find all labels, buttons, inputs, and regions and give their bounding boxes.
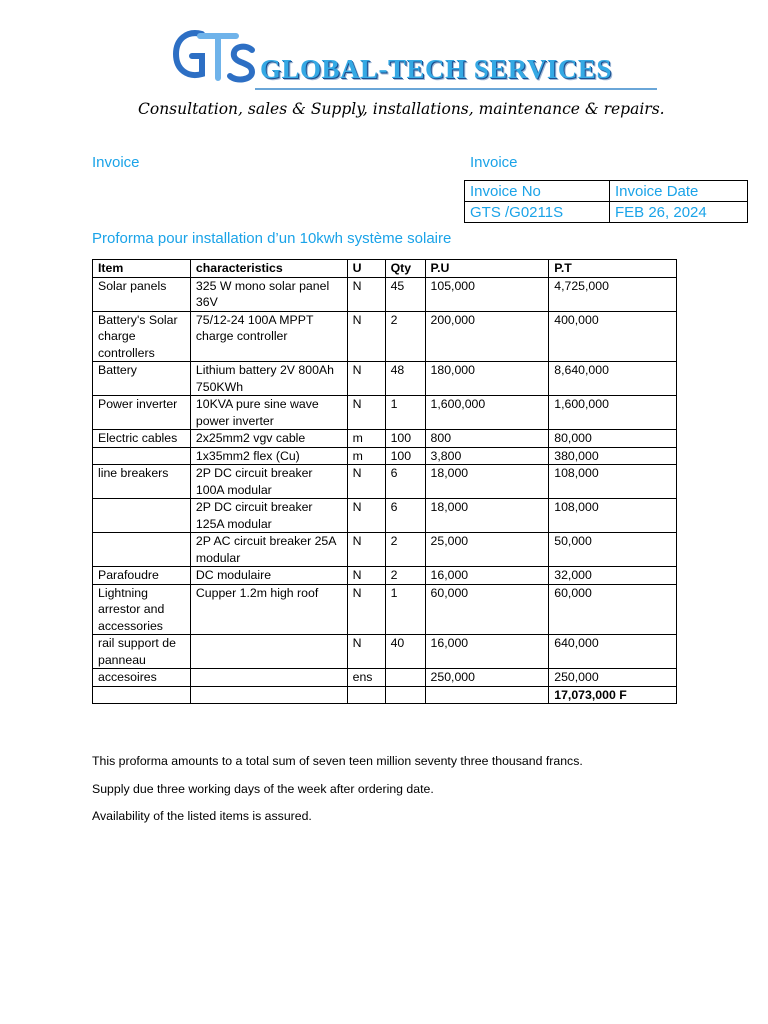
invoice-no-value: GTS /G0211S	[465, 202, 610, 223]
invoice-date-value: FEB 26, 2024	[610, 202, 748, 223]
total-blank	[425, 686, 549, 704]
cell-unit: N	[347, 635, 385, 669]
cell-unit-price: 250,000	[425, 669, 549, 687]
cell-characteristics: 10KVA pure sine wave power inverter	[190, 396, 347, 430]
note-amount-words: This proforma amounts to a total sum of seven teen million seventy three thousand francs.	[92, 754, 583, 768]
cell-characteristics	[190, 635, 347, 669]
cell-unit-price: 25,000	[425, 533, 549, 567]
table-row	[93, 362, 677, 396]
cell-item: rail support de panneau	[93, 635, 191, 669]
cell-characteristics: 325 W mono solar panel 36V	[190, 277, 347, 311]
table-row	[93, 311, 677, 362]
cell-item: accesoires	[93, 669, 191, 687]
cell-characteristics: 1x35mm2 flex (Cu)	[190, 447, 347, 465]
table-row	[93, 669, 677, 687]
cell-item	[93, 499, 191, 533]
cell-unit: N	[347, 533, 385, 567]
cell-characteristics: 2x25mm2 vgv cable	[190, 430, 347, 448]
proforma-title: Proforma pour installation d’un 10kwh système solaire	[92, 230, 452, 247]
cell-total-price: 108,000	[549, 465, 677, 499]
cell-qty	[385, 669, 425, 687]
header-qty: Qty	[385, 260, 425, 278]
cell-item	[93, 533, 191, 567]
cell-unit: N	[347, 311, 385, 362]
table-row	[93, 447, 677, 465]
cell-item: Lightning arrestor and accessories	[93, 584, 191, 635]
cell-total-price: 4,725,000	[549, 277, 677, 311]
table-row	[93, 635, 677, 669]
table-header-row	[93, 260, 677, 278]
cell-unit-price: 16,000	[425, 635, 549, 669]
cell-unit-price: 3,800	[425, 447, 549, 465]
notes	[92, 754, 583, 837]
cell-unit: N	[347, 584, 385, 635]
cell-unit: N	[347, 499, 385, 533]
cell-unit-price: 800	[425, 430, 549, 448]
invoice-date-label: Invoice Date	[610, 181, 748, 202]
gts-logo-icon	[172, 26, 258, 84]
table-total-row	[93, 686, 677, 704]
cell-item: Battery's Solar charge controllers	[93, 311, 191, 362]
total-blank	[385, 686, 425, 704]
cell-unit: ens	[347, 669, 385, 687]
cell-total-price: 50,000	[549, 533, 677, 567]
cell-qty: 1	[385, 396, 425, 430]
cell-item: Battery	[93, 362, 191, 396]
cell-total-price: 8,640,000	[549, 362, 677, 396]
header-unit: U	[347, 260, 385, 278]
cell-qty: 6	[385, 499, 425, 533]
cell-characteristics: Lithium battery 2V 800Ah 750KWh	[190, 362, 347, 396]
cell-unit: N	[347, 277, 385, 311]
cell-total-price: 250,000	[549, 669, 677, 687]
company-name: GLOBAL-TECH SERVICES	[260, 54, 612, 84]
table-row	[93, 430, 677, 448]
header-total-price: P.T	[549, 260, 677, 278]
cell-qty: 2	[385, 311, 425, 362]
cell-qty: 2	[385, 533, 425, 567]
table-row	[93, 584, 677, 635]
cell-unit-price: 16,000	[425, 567, 549, 585]
note-supply: Supply due three working days of the week after ordering date.	[92, 781, 434, 796]
cell-unit-price: 200,000	[425, 311, 549, 362]
grand-total: 17,073,000 F	[549, 686, 677, 704]
cell-unit-price: 18,000	[425, 465, 549, 499]
cell-item	[93, 447, 191, 465]
cell-characteristics: Cupper 1.2m high roof	[190, 584, 347, 635]
invoice-label-left: Invoice	[92, 154, 140, 171]
cell-item: Electric cables	[93, 430, 191, 448]
table-row	[93, 533, 677, 567]
items-table	[92, 259, 677, 704]
cell-qty: 100	[385, 430, 425, 448]
cell-qty: 2	[385, 567, 425, 585]
total-blank	[93, 686, 191, 704]
cell-unit-price: 180,000	[425, 362, 549, 396]
cell-unit-price: 105,000	[425, 277, 549, 311]
cell-qty: 100	[385, 447, 425, 465]
cell-total-price: 640,000	[549, 635, 677, 669]
cell-total-price: 380,000	[549, 447, 677, 465]
total-blank	[190, 686, 347, 704]
cell-total-price: 32,000	[549, 567, 677, 585]
cell-total-price: 108,000	[549, 499, 677, 533]
cell-unit-price: 1,600,000	[425, 396, 549, 430]
total-blank	[347, 686, 385, 704]
note-availability: Availability of the listed items is assured.	[92, 809, 312, 823]
cell-unit: N	[347, 567, 385, 585]
cell-item: Power inverter	[93, 396, 191, 430]
cell-characteristics	[190, 669, 347, 687]
cell-item: Parafoudre	[93, 567, 191, 585]
cell-total-price: 400,000	[549, 311, 677, 362]
cell-total-price: 1,600,000	[549, 396, 677, 430]
invoice-label-right: Invoice	[470, 154, 518, 171]
cell-characteristics: 2P DC circuit breaker 100A modular	[190, 465, 347, 499]
table-row	[93, 396, 677, 430]
cell-characteristics: 2P DC circuit breaker 125A modular	[190, 499, 347, 533]
company-tagline: Consultation, sales & Supply, installations, maintenance & repairs.	[138, 100, 665, 118]
header-unit-price: P.U	[425, 260, 549, 278]
header-item: Item	[93, 260, 191, 278]
table-row	[93, 567, 677, 585]
invoice-info-box	[464, 180, 748, 223]
table-row	[93, 277, 677, 311]
cell-characteristics: DC modulaire	[190, 567, 347, 585]
cell-item: line breakers	[93, 465, 191, 499]
header-characteristics: characteristics	[190, 260, 347, 278]
cell-unit: N	[347, 465, 385, 499]
cell-total-price: 80,000	[549, 430, 677, 448]
cell-qty: 1	[385, 584, 425, 635]
cell-unit-price: 60,000	[425, 584, 549, 635]
cell-unit: N	[347, 362, 385, 396]
cell-total-price: 60,000	[549, 584, 677, 635]
cell-characteristics: 2P AC circuit breaker 25A modular	[190, 533, 347, 567]
header-divider	[255, 88, 657, 90]
cell-unit: m	[347, 447, 385, 465]
cell-qty: 45	[385, 277, 425, 311]
cell-qty: 6	[385, 465, 425, 499]
cell-item: Solar panels	[93, 277, 191, 311]
table-row	[93, 499, 677, 533]
letterhead	[0, 0, 768, 130]
invoice-no-label: Invoice No	[465, 181, 610, 202]
table-row	[93, 465, 677, 499]
cell-unit-price: 18,000	[425, 499, 549, 533]
cell-unit: m	[347, 430, 385, 448]
cell-unit: N	[347, 396, 385, 430]
cell-qty: 48	[385, 362, 425, 396]
cell-characteristics: 75/12-24 100A MPPT charge controller	[190, 311, 347, 362]
cell-qty: 40	[385, 635, 425, 669]
